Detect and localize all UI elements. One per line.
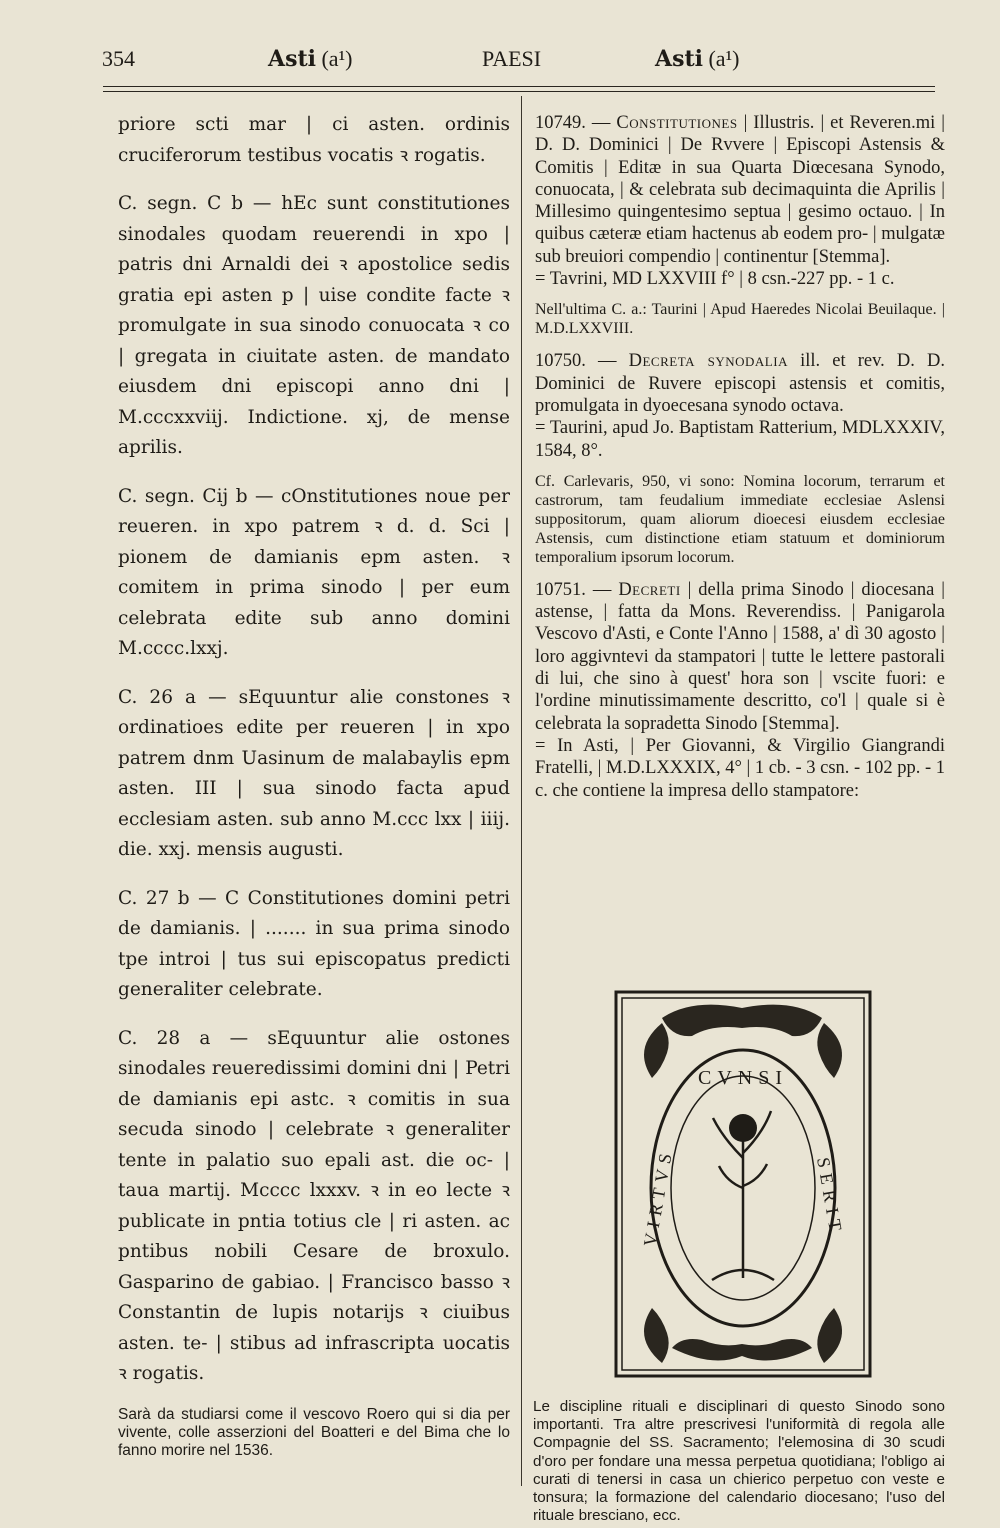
header-rule-bottom — [103, 91, 935, 92]
entry-note: Nell'ultima C. a.: Taurini | Apud Haeredes Nicolai Beuilaque. | M.D.LXXVIII. — [535, 301, 945, 338]
blackletter-paragraph: C. 28 a — sEquuntur alie ostones sinodales reueredissimi domini dni | Petri de damianis epi astc. ꝛ comitis in sua secuda sinodo | celebrate ꝛ generaliter tente in palatio suo epali ast. die oc- | taua martij. Mcccc lxxxv. ꝛ in eo lecte ꝛ publicate in pntia totius cle | ri asten. ac pntibus nobili Cesare de broxulo. Gasparino de gabiao. | Francisco basso ꝛ Constantin de lupis notarijs ꝛ ciuibus asten. te- | stibus ad infrascripta uocatis ꝛ rogatis. — [118, 1027, 510, 1384]
blackletter-paragraph: C. 27 b — C Constitutiones domini petri de damianis. | ....... in sua prima sinodo tpe introi | tus sui episcopatus predicti generaliter celebrate. — [118, 887, 510, 1000]
emblem-svg — [612, 988, 874, 1380]
blackletter-paragraph: C. segn. C b — hEc sunt constitutiones sinodales quodam reuerendi in xpo | patris dni Arnaldi dei ꝛ apostolice sedis gratia epi asten p | uise condite facte ꝛ promulgate in sua sinodo conuocata ꝛ co | gregata in ciuitate asten. de mandato eiusdem dni episcopi anno dni | M.cccxxviij. Indictione. xj, de mense aprilis. — [118, 193, 510, 458]
catalog-entry-10751: 10751. — Decreti | della prima Sinodo | diocesana | astense, | fatta da Mons. Reverendiss. | Panigarola Vescovo d'Asti, e Conte l'Anno | 1588, a' dì 30 agosto | loro aggivntevi da stampatori | tutte le lettere pastorali di lui, che sino à quest' hora son | vscite fuori: e l'ordine minutissimamente descritto, co'l | quale si è celebrata la sopradetta Sinodo [Stemma]. = In Asti, | Per Giovanni, & Virgilio Giangrandi Fratelli, | M.D.LXXXIX, 4° | 1 cb. - 3 csn. - 102 pp. - 1 c. che contiene la impresa dello stampatore: — [535, 579, 946, 801]
catalog-entry-10749: 10749. — Constitutiones | Illustris. | et Reveren.mi | D. D. Dominici | De Rvvere | Episcopi Astensis & Comitis | Editæ in sua Quarta Diœcesana Synodo, conuocata, | & celebrata sub decimaquinta die Aprilis | Millesimo quingentesimo septua | gesimo octauo. | In quibus cæteræ etiam hactenus ab eodem pro- | mulgatæ sub breuiori compendio | continentur [Stemma]. = Tavrini, MD LXXVIII f° | 8 csn.-227 pp. - 1 c. — [535, 113, 946, 290]
emblem-motto-right: SERIT — [813, 1155, 847, 1239]
imprint: = Taurini, apud Jo. Baptistam Ratterium, MDLXXXIV, 1584, 8°. — [535, 418, 945, 461]
catalog-entry-10750: 10750. — Decreta synodalia ill. et rev. D. D. Dominici de Ruvere episcopi astensis et comitis, promulgata in dyoecesana synodo octava. = Taurini, apud Jo. Baptistam Ratterium, MDLXXXIV, 1584, 8°. — [535, 351, 945, 461]
imprint: = Tavrini, MD LXXVIII f° | 8 csn.-227 pp. - 1 c. — [535, 269, 895, 290]
column-divider — [521, 96, 522, 1486]
emblem-caption: Le discipline rituali e disciplinari di questo Sinodo sono importanti. Tra altre prescrivesi l'uniformità di regola alle Compagnie del SS. Sacramento; l'elemosina di 30 scudi d'oro per fondare una messa perpetua quotidiana; l'obligo ai curati di tenersi in casa un chierico perpetuo con veste e tonsura; la formazione del calendario diocesano; l'uso del rituale bresciano, ecc. — [533, 1398, 945, 1525]
running-header — [0, 38, 1000, 78]
blackletter-paragraph: priore scti mar | ci asten. ordinis cruciferorum testibus vocatis ꝛ rogatis. — [118, 114, 510, 166]
header-rule-top — [103, 86, 935, 87]
header-left-title: Asti (a¹) — [268, 46, 353, 72]
blackletter-paragraph: C. segn. Cij b — cOnstitutiones noue per reueren. in xpo patrem ꝛ d. d. Sci | pionem de damianis epm asten. ꝛ comitem in prima sinodo | per eum celebrata edite sub anno domini M.cccc.lxxj. — [118, 485, 510, 659]
header-right-title: Asti (a¹) — [655, 46, 740, 72]
entry-note: Cf. Carlevaris, 950, vi sono: Nomina locorum, terrarum et castrorum, tam feudalium immediate ecclesiae Aslensi suppositorum, quam aliorum dioecesi eiusdem ecclesiae Astensis, cum distinctione etiam statuum et dominiorum temporalium ipsorum locorum. — [535, 472, 945, 566]
right-column — [535, 112, 945, 812]
emblem-motto-left: VIRTVS — [639, 1146, 677, 1248]
emblem-motto-top: CVNSI — [697, 1067, 789, 1089]
footnote: Sarà da studiarsi come il vescovo Roero qui si dia per vivente, colle asserzioni del Boatteri e del Bima che lo fanno morire nel 1536. — [118, 1405, 510, 1459]
printer-device-icon — [612, 988, 874, 1380]
left-column — [118, 110, 510, 1475]
page-number: 354 — [102, 46, 135, 71]
header-center: PAESI — [482, 46, 542, 71]
imprint: = In Asti, | Per Giovanni, & Virgilio Giangrandi Fratelli, | M.D.LXXXIX, 4° | 1 cb. - 3 csn. - 102 pp. - 1 c. che contiene la impresa dello stampatore: — [535, 735, 945, 801]
blackletter-paragraph: C. 26 a — sEquuntur alie constones ꝛ ordinatioes edite per reueren | in xpo patrem dnm Uasinum de malabaylis epm asten. III | sua sinodo facta apud ecclesiam asten. sub anno M.ccc lxx | iiij. die. xxj. mensis augusti. — [118, 686, 510, 860]
